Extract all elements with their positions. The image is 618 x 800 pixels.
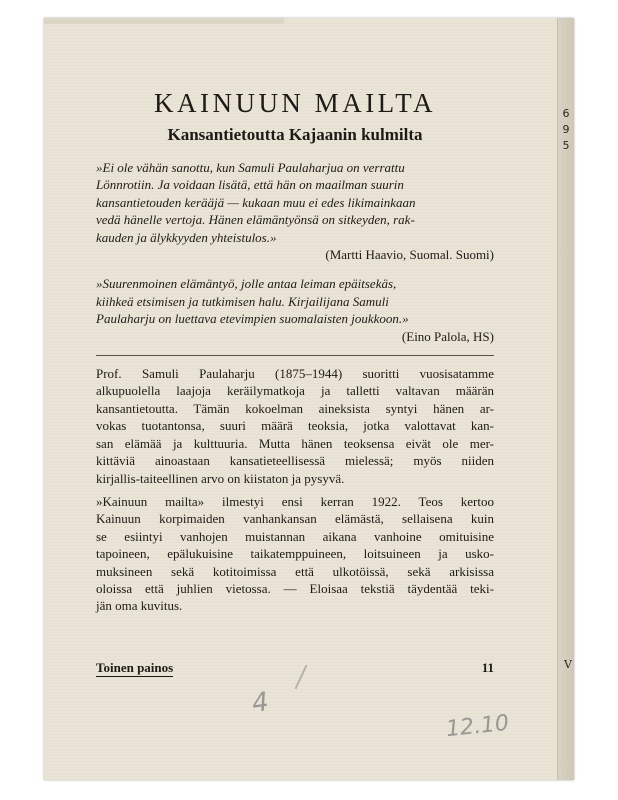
pencil-annotation: 12.10 [444, 710, 511, 743]
paragraph-line: se esiintyi vanhojen muistannan aikana vanhoine omituisine [96, 528, 494, 544]
page-number: 11 [481, 660, 494, 675]
quote-line: Paulaharju on luettava etevimpien suomalaisten joukkoon.» [96, 311, 409, 327]
book-title: KAINUUN MAILTA [153, 88, 437, 118]
paragraph-line: vokas tuotantonsa, suuri määrä teoksia, jotka valottavat kan- [96, 418, 494, 434]
paragraph-line: Prof. Samuli Paulaharju (1875–1944) suoritti vuosisatamme [96, 366, 494, 382]
paragraph-line: alkupuolella laajoja keräilymatkoja ja talletti valtavan määrän [96, 383, 494, 399]
spine-glyph: 5 [562, 139, 570, 152]
quote-line: »Suurenmoinen elämäntyö, jolle antaa leiman epäitsekäs, [96, 276, 397, 292]
paragraph-line: san elämää ja kulttuuria. Mutta hänen teoksensa eivät ole mer- [96, 435, 494, 451]
quote-line: kansantietouden kerääjä — kukaan muu ei edes likimainkaan [96, 194, 416, 210]
spine-glyph: 9 [562, 123, 570, 136]
paragraph-line: jän oma kuvitus. [96, 598, 183, 614]
paragraph-line: kansantietoutta. Tämän kokoelman aineksista syntyi hänen ar- [96, 400, 494, 416]
book-subtitle: Kansantietoutta Kajaanin kulmilta [167, 125, 423, 144]
spine-glyph: V [564, 658, 572, 671]
edition-label: Toinen painos [96, 660, 174, 675]
cover-text [96, 0, 494, 621]
review-quote [96, 275, 494, 345]
description-paragraph [96, 365, 494, 487]
quote-line: kauden ja älykkyyden yhteistulos.» [96, 229, 277, 245]
quote-line: kiihkeä etsimisen ja tutkimisen halu. Kirjailijana Samuli [96, 293, 389, 309]
pencil-annotation: 4 [249, 686, 271, 720]
quote-line: »Ei ole vähän sanottu, kun Samuli Paulaharjua on verrattu [96, 160, 405, 175]
quote-attribution: (Martti Haavio, Suomal. Suomi) [325, 247, 494, 263]
quote-line: vedä hänelle vertoja. Hänen elämäntyönsä on sitkeyden, rak- [96, 212, 415, 228]
spine-glyph: 6 [562, 107, 570, 120]
divider [96, 355, 494, 356]
description-paragraph [96, 493, 494, 615]
paragraph-line: oloissa että juhlien vietossa. — Eloisaa tekstiä täydentää teki- [96, 580, 494, 596]
review-quote [96, 159, 494, 263]
spine-lettering [560, 106, 572, 154]
paragraph-line: Kainuun korpimaiden vanhankansan elämästä, sellaisena kuin [96, 511, 494, 527]
paragraph-line: kirjallis-taiteellinen arvo on kiistaton ja pysyvä. [96, 470, 345, 486]
quote-line: Lönnrotiin. Ja voidaan lisätä, että hän on maailman suurin [96, 177, 404, 193]
cover-footer [96, 660, 494, 676]
paragraph-line: tapoineen, epälukuisine taikatemppuineen, loitsuineen ja usko- [96, 546, 494, 562]
paragraph-line: kittäviä ainoastaan kansatieteellisessä mielessä; myös niiden [96, 453, 494, 469]
paragraph-line: »Kainuun mailta» ilmestyi ensi kerran 1922. Teos kertoo [96, 493, 494, 509]
quote-attribution: (Eino Palola, HS) [401, 328, 494, 344]
paragraph-line: muksineen sekä kotitoimissa että ulkotöissä, sekä arkisissa [96, 563, 494, 579]
